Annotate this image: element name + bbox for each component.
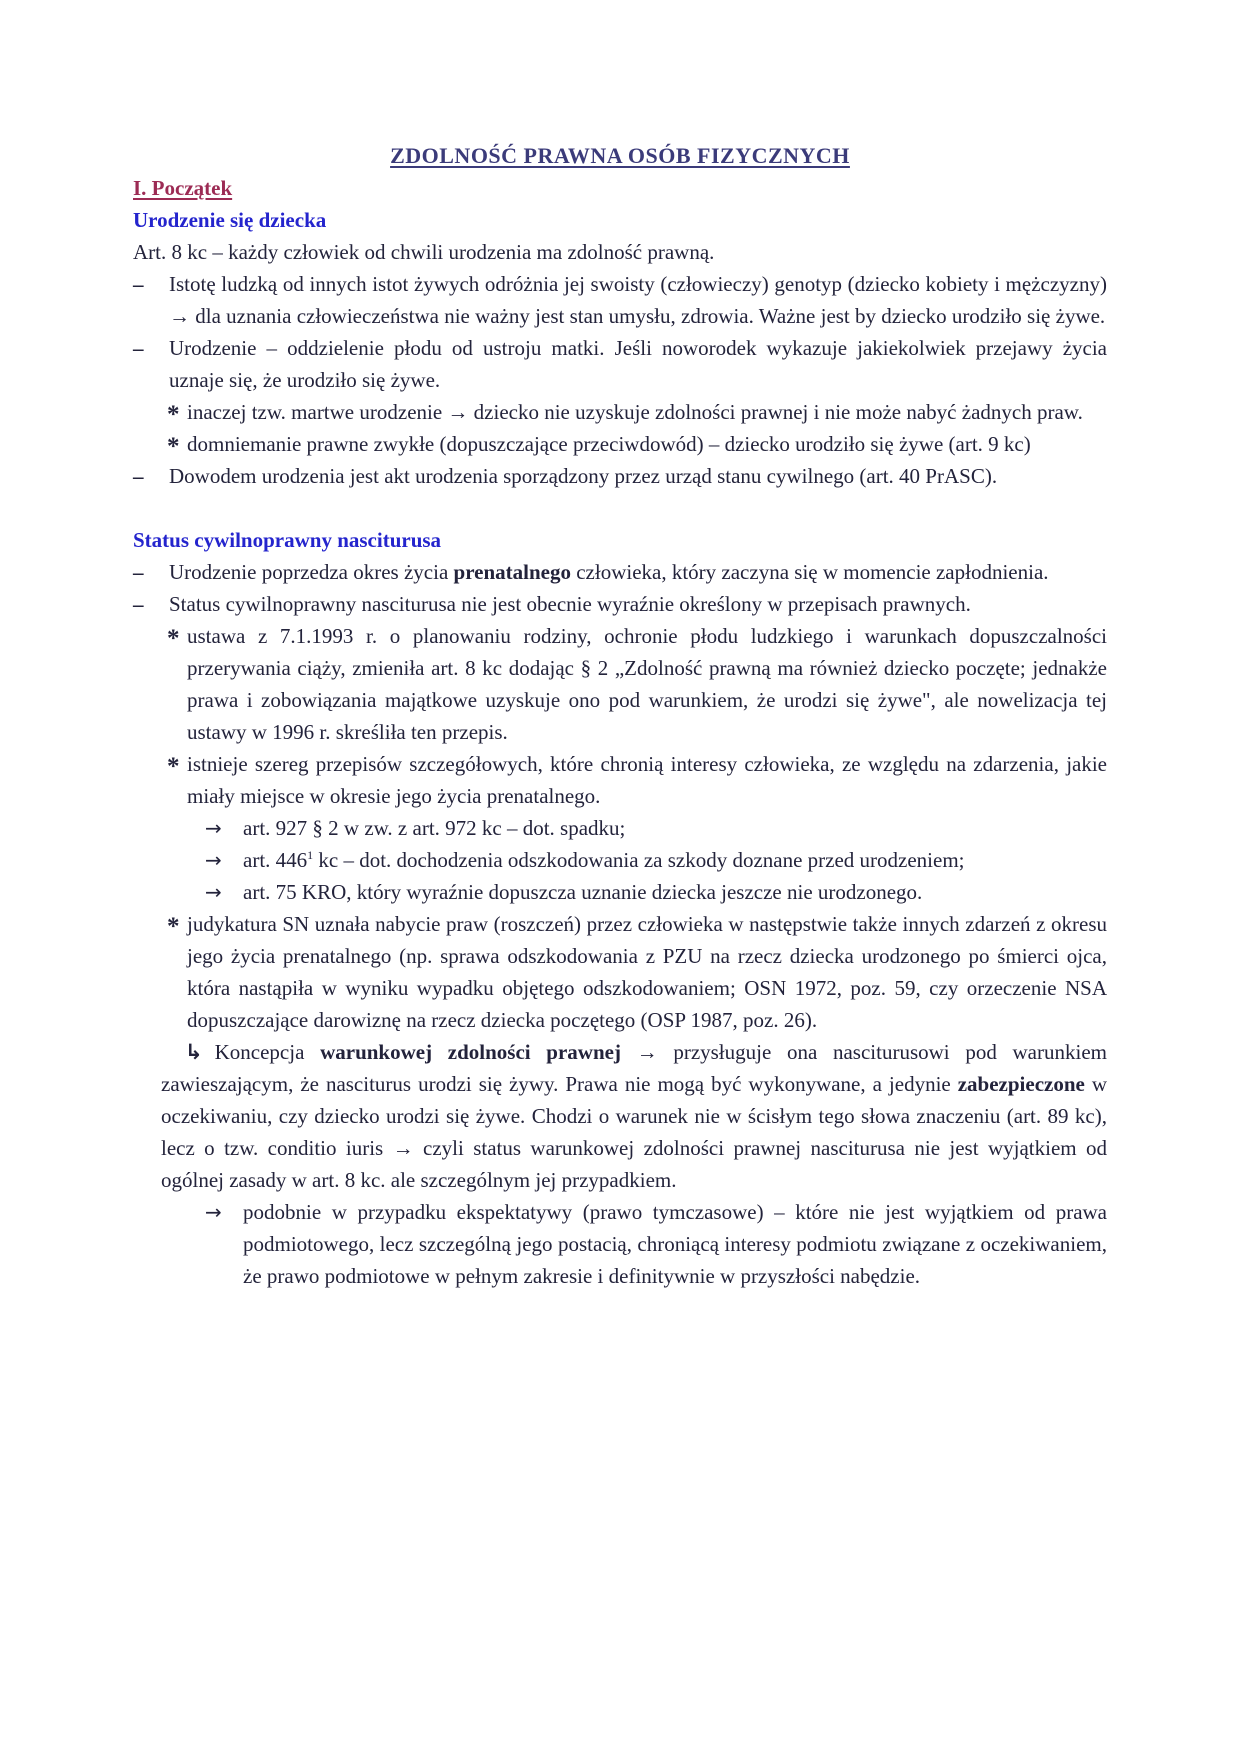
text-run: judykatura SN uznała nabycie praw (roszczeń) przez człowieka w następstwie także innych zdarzeń z okresu jego życia prenatalnego (np. sprawa odszkodowania z PZU na rzecz dziecka urodzonego po śmierci ojca, która nastąpiła w wyniku wypadku objętego odszkodowaniem; OSN 1972, poz. 59, czy orzeczenie NSA dopuszczające darowiznę na rzecz dziecka poczętego (OSP 1987, poz. 26).: [187, 912, 1107, 1032]
text-run: warunkowej zdolności prawnej: [320, 1040, 621, 1064]
right-arrow-marker: →: [205, 816, 222, 840]
text-run: Istotę ludzką od innych istot żywych odróżnia jej swoisty (człowieczy) genotyp (dziecko kobiety i mężczyzny) → dla uznania człowieczeństwa nie ważny jest stan umysłu, zdrowia. Ważne jest by dziecko urodziło się żywe.: [169, 272, 1107, 328]
text-run: Art. 8 kc – każdy człowiek od chwili urodzenia ma zdolność prawną.: [133, 240, 715, 264]
text-run: Urodzenie się dziecka: [133, 208, 327, 232]
text-run: podobnie w przypadku ekspektatywy (prawo tymczasowe) – które nie jest wyjątkiem od prawa podmiotowego, lecz szczególną jego postacią, chroniącą interesy podmiotu związane z oczekiwaniem, że prawo podmiotowe w pełnym zakresie i definitywnie w przyszłości nabędzie.: [243, 1200, 1107, 1288]
asterisk-marker: *: [167, 753, 180, 780]
dash-marker: –: [133, 336, 144, 360]
text-run: art. 927 § 2 w zw. z art. 972 kc – dot. spadku;: [243, 816, 626, 840]
dash-item-urodzenie: [133, 332, 1107, 396]
asterisk-marker: *: [167, 401, 180, 428]
arrow-item-kro: [133, 876, 1107, 908]
dash-marker: –: [133, 272, 144, 296]
dash-item-prenatalny: [133, 556, 1107, 588]
text-run: zabezpieczone: [957, 1072, 1085, 1096]
arrow-item-odszkodowanie: [133, 844, 1107, 876]
star-item-judykatura: [133, 908, 1107, 1036]
text-run: domniemanie prawne zwykłe (dopuszczające przeciwdowód) – dziecko urodziło się żywe (art. 9 kc): [187, 432, 1031, 456]
star-item-martwe-urodzenie: [133, 396, 1107, 428]
document-title-text: ZDOLNOŚĆ PRAWNA OSÓB FIZYCZNYCH: [390, 143, 850, 168]
document-title: [133, 140, 1107, 172]
text-run: Status cywilnoprawny nasciturusa: [133, 528, 442, 552]
arrow-item-spadek: [133, 812, 1107, 844]
text-run: w oczekiwaniu, czy dziecko urodzi się żywe. Chodzi o warunek nie w ścisłym tego słowa znaczeniu (art. 89 kc), lecz o tzw. conditio iuris → czyli status warunkowej zdolności prawnej nasciturusa nie jest wyjątkiem od ogólnej zasady w art. 8 kc. ale szczególnym jej przypadkiem.: [161, 1072, 1107, 1192]
text-run: inaczej tzw. martwe urodzenie → dziecko nie uzyskuje zdolności prawnej i nie może nabyć żadnych praw.: [187, 400, 1083, 424]
text-run: 1: [307, 848, 314, 862]
text-run: człowieka, który zaczyna się w momencie zapłodnienia.: [570, 560, 1049, 584]
document-body: [133, 172, 1107, 1292]
text-run: Dowodem urodzenia jest akt urodzenia sporządzony przez urząd stanu cywilnego (art. 40 PrASC).: [169, 464, 998, 488]
hook-item-koncepcja: [133, 1036, 1107, 1196]
dash-item-status-nieokreslony: [133, 588, 1107, 620]
star-item-przepisy-szczegolowe: [133, 748, 1107, 812]
text-run: art. 446: [243, 848, 308, 872]
text-run: Status cywilnoprawny nasciturusa nie jest obecnie wyraźnie określony w przepisach prawnych.: [169, 592, 971, 616]
section-heading-poczatek: [133, 172, 1107, 204]
text-run: ustawa z 7.1.1993 r. o planowaniu rodziny, ochronie płodu ludzkiego i warunkach dopuszczalności przerywania ciąży, zmieniła art. 8 kc dodając § 2 „Zdolność prawną ma również dziecko poczęte; jednakże prawa i zobowiązania majątkowe uzyskuje ono pod warunkiem, że urodzi się żywe", ale nowelizacja tej ustawy w 1996 r. skreśliła ten przepis.: [187, 624, 1107, 744]
dash-item-genotyp: [133, 268, 1107, 332]
text-run: prenatalnego: [453, 560, 571, 584]
text-run: I. Początek: [133, 176, 233, 200]
intro-paragraph: [133, 236, 1107, 268]
dash-marker: –: [133, 592, 144, 616]
dash-marker: –: [133, 464, 144, 488]
dash-marker: –: [133, 560, 144, 584]
hook-arrow-marker: ↳: [185, 1040, 203, 1064]
text-run: istnieje szereg przepisów szczegółowych, które chronią interesy człowieka, ze względu na zdarzenia, jakie miały miejsce w okresie jego życia prenatalnego.: [187, 752, 1107, 808]
dash-item-dowod-urodzenia: [133, 460, 1107, 492]
subheading-status-nasciturusa: [133, 524, 1107, 556]
star-item-domniemanie: [133, 428, 1107, 460]
subheading-urodzenie-sie-dziecka: [133, 204, 1107, 236]
text-run: Urodzenie – oddzielenie płodu od ustroju matki. Jeśli noworodek wykazuje jakiekolwiek przejawy życia uznaje się, że urodziło się żywe.: [169, 336, 1107, 392]
right-arrow-marker: →: [205, 880, 222, 904]
right-arrow-marker: →: [205, 1200, 222, 1224]
text-run: Urodzenie poprzedza okres życia: [169, 560, 454, 584]
arrow-item-ekspektatywa: [133, 1196, 1107, 1292]
right-arrow-marker: →: [205, 848, 222, 872]
text-run: art. 75 KRO, który wyraźnie dopuszcza uznanie dziecka jeszcze nie urodzonego.: [243, 880, 923, 904]
asterisk-marker: *: [167, 625, 180, 652]
asterisk-marker: *: [167, 433, 180, 460]
text-run: Koncepcja: [214, 1040, 321, 1064]
text-run: kc – dot. dochodzenia odszkodowania za szkody doznane przed urodzeniem;: [313, 848, 965, 872]
asterisk-marker: *: [167, 913, 180, 940]
star-item-ustawa-1993: [133, 620, 1107, 748]
blank-line: [133, 492, 1107, 524]
text-run: → przysługuje ona nasciturusowi pod warunkiem zawieszającym, że nasciturus urodzi się żywy. Prawa nie mogą być wykonywane, a jedynie: [161, 1040, 1107, 1096]
